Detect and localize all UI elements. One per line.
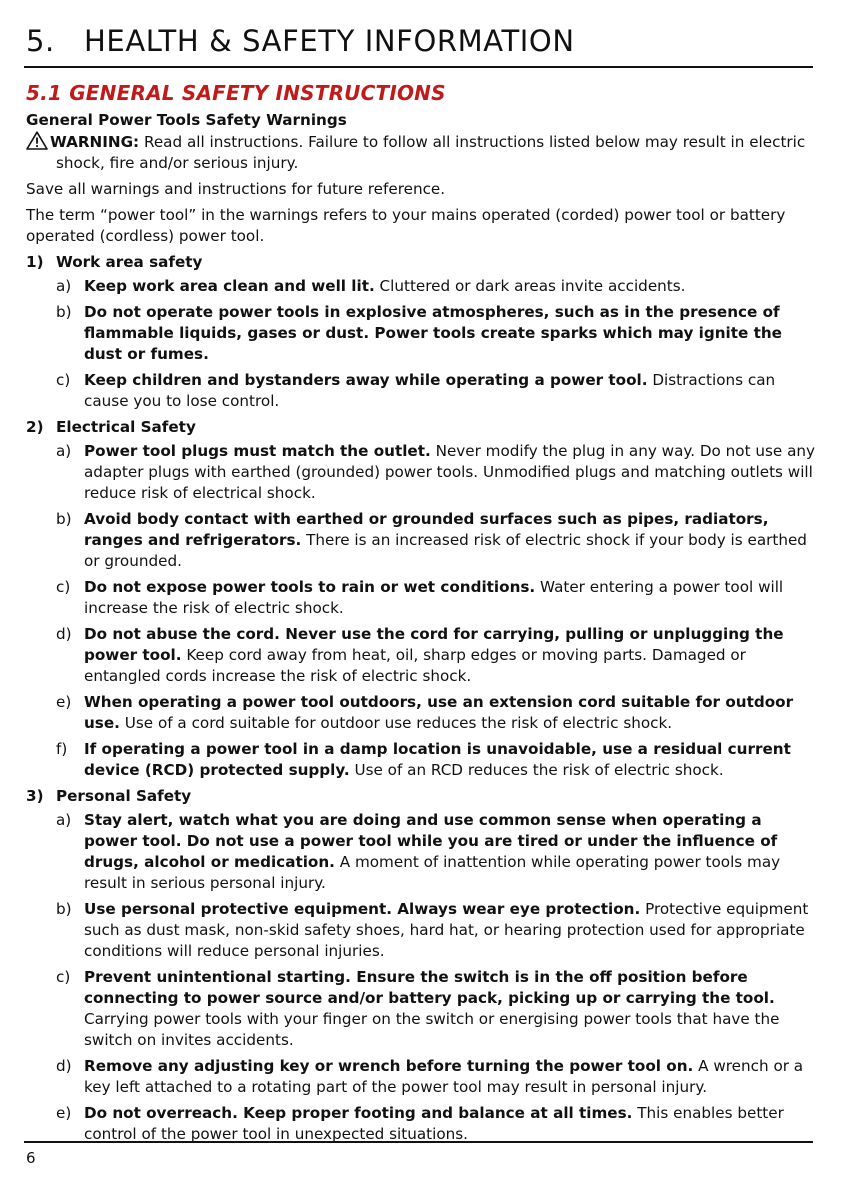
section-number: 5. xyxy=(26,24,55,58)
list-item-bold-text: Power tool plugs must match the outlet. xyxy=(84,442,431,460)
list-item-text: Use of a cord suitable for outdoor use reduces the risk of electric shock. xyxy=(119,714,673,732)
section-heading-number: 3) xyxy=(26,787,44,805)
list-item-text: A wrench or a key left attached to a rotating part of the power tool may result in personal injury. xyxy=(84,1057,804,1096)
safety-section xyxy=(26,252,816,412)
list-item-letter: b) xyxy=(56,303,72,321)
list-item-letter: c) xyxy=(56,578,71,596)
section-heading-title: Electrical Safety xyxy=(56,418,196,436)
safety-section xyxy=(26,417,816,781)
list-item-text: Carrying power tools with your finger on the switch or energising power tools that have the switch on invites accidents. xyxy=(84,1010,780,1049)
list-item xyxy=(26,302,816,365)
list-item-letter: f) xyxy=(56,740,68,758)
list-item xyxy=(26,624,816,687)
warning-text: Read all instructions. Failure to follow all instructions listed below may result in electric shock, fire and/or serious injury. xyxy=(56,133,806,172)
page-number: 6 xyxy=(26,1149,36,1167)
section-heading-title: Work area safety xyxy=(56,253,203,271)
list-item xyxy=(26,577,816,619)
list-item xyxy=(26,810,816,894)
list-item-letter: c) xyxy=(56,371,71,389)
list-item-bold-text: Avoid body contact with earthed or grounded surfaces such as pipes, radiators, ranges and refrigerators. xyxy=(84,510,769,549)
section-heading-number: 1) xyxy=(26,253,44,271)
list-item-text: Water entering a power tool will increase the risk of electric shock. xyxy=(84,578,784,617)
list-item-bold-text: If operating a power tool in a damp location is unavoidable, use a residual current device (RCD) protected supply. xyxy=(84,740,791,779)
list-item xyxy=(26,739,816,781)
list-item-bold-text: Prevent unintentional starting. Ensure the switch is in the off position before connecting to power source and/or battery pack, picking up or carrying the tool. xyxy=(84,968,775,1007)
section-heading xyxy=(26,417,816,438)
list-item xyxy=(26,370,816,412)
list-item-letter: a) xyxy=(56,811,72,829)
list-item xyxy=(26,1103,816,1145)
list-item xyxy=(26,441,816,504)
warning-paragraph xyxy=(26,131,816,174)
section-heading xyxy=(26,252,816,273)
list-item-text: Distractions can cause you to lose control. xyxy=(84,371,776,410)
safety-sections xyxy=(26,252,816,1145)
section-heading-number: 2) xyxy=(26,418,44,436)
power-tool-term-text: The term “power tool” in the warnings refers to your mains operated (corded) power tool or battery operated (cordless) power tool. xyxy=(26,206,786,245)
section-heading-title: Personal Safety xyxy=(56,787,192,805)
list-item xyxy=(26,692,816,734)
warning-triangle-icon xyxy=(26,131,50,150)
safety-section xyxy=(26,786,816,1145)
list-item xyxy=(26,899,816,962)
list-item-bold-text: When operating a power tool outdoors, use an extension cord suitable for outdoor use. xyxy=(84,693,794,732)
list-item-letter: d) xyxy=(56,625,72,643)
list-item-bold-text: Keep children and bystanders away while operating a power tool. xyxy=(84,371,648,389)
list-item-letter: b) xyxy=(56,900,72,918)
list-item-bold-text: Do not abuse the cord. Never use the cord for carrying, pulling or unplugging the power tool. xyxy=(84,625,784,664)
list-item-text: Protective equipment such as dust mask, non-skid safety shoes, hard hat, or hearing protection used for appropriate conditions will reduce personal injuries. xyxy=(84,900,809,960)
list-item xyxy=(26,276,816,297)
list-item-bold-text: Do not operate power tools in explosive atmospheres, such as in the presence of flammable liquids, gases or dust. Power tools create sparks which may ignite the dust or fumes. xyxy=(84,303,782,363)
list-item-bold-text: Keep work area clean and well lit. xyxy=(84,277,375,295)
list-item-letter: a) xyxy=(56,442,72,460)
section-title: HEALTH & SAFETY INFORMATION xyxy=(84,24,575,58)
list-item xyxy=(26,509,816,572)
list-item-letter: e) xyxy=(56,693,72,711)
footer-divider xyxy=(24,1141,813,1143)
list-item-bold-text: Stay alert, watch what you are doing and use common sense when operating a power tool. Do not use a power tool while you are tired or under the influence of drugs, alcohol or medication. xyxy=(84,811,778,871)
list-item-bold-text: Do not overreach. Keep proper footing and balance at all times. xyxy=(84,1104,633,1122)
list-item-bold-text: Use personal protective equipment. Always wear eye protection. xyxy=(84,900,641,918)
page-title xyxy=(26,24,575,58)
list-item-text: There is an increased risk of electric shock if your body is earthed or grounded. xyxy=(84,531,807,570)
list-item xyxy=(26,1056,816,1098)
intro-subhead: General Power Tools Safety Warnings xyxy=(26,111,347,129)
save-instructions-text: Save all warnings and instructions for future reference. xyxy=(26,180,446,198)
warning-label: WARNING: xyxy=(50,133,140,151)
section-heading xyxy=(26,786,816,807)
list-item-letter: e) xyxy=(56,1104,72,1122)
list-item-bold-text: Do not expose power tools to rain or wet conditions. xyxy=(84,578,536,596)
list-item-text: This enables better control of the power tool in unexpected situations. xyxy=(84,1104,784,1143)
list-item-text: A moment of inattention while operating power tools may result in serious personal injury. xyxy=(84,853,781,892)
list-item-letter: b) xyxy=(56,510,72,528)
title-divider xyxy=(24,66,813,68)
list-item-text: Never modify the plug in any way. Do not use any adapter plugs with earthed (grounded) power tools. Unmodified plugs and matching outlets will reduce risk of electrical shock. xyxy=(84,442,816,502)
list-item-text: Use of an RCD reduces the risk of electric shock. xyxy=(349,761,724,779)
list-item-text: Cluttered or dark areas invite accidents. xyxy=(374,277,686,295)
document-body xyxy=(26,110,816,1150)
list-item xyxy=(26,967,816,1051)
list-item-letter: a) xyxy=(56,277,72,295)
list-item-letter: c) xyxy=(56,968,71,986)
list-item-bold-text: Remove any adjusting key or wrench before turning the power tool on. xyxy=(84,1057,694,1075)
list-item-letter: d) xyxy=(56,1057,72,1075)
subsection-title: 5.1 GENERAL SAFETY INSTRUCTIONS xyxy=(26,81,446,105)
list-item-text: Keep cord away from heat, oil, sharp edges or moving parts. Damaged or entangled cords increase the risk of electric shock. xyxy=(84,646,746,685)
